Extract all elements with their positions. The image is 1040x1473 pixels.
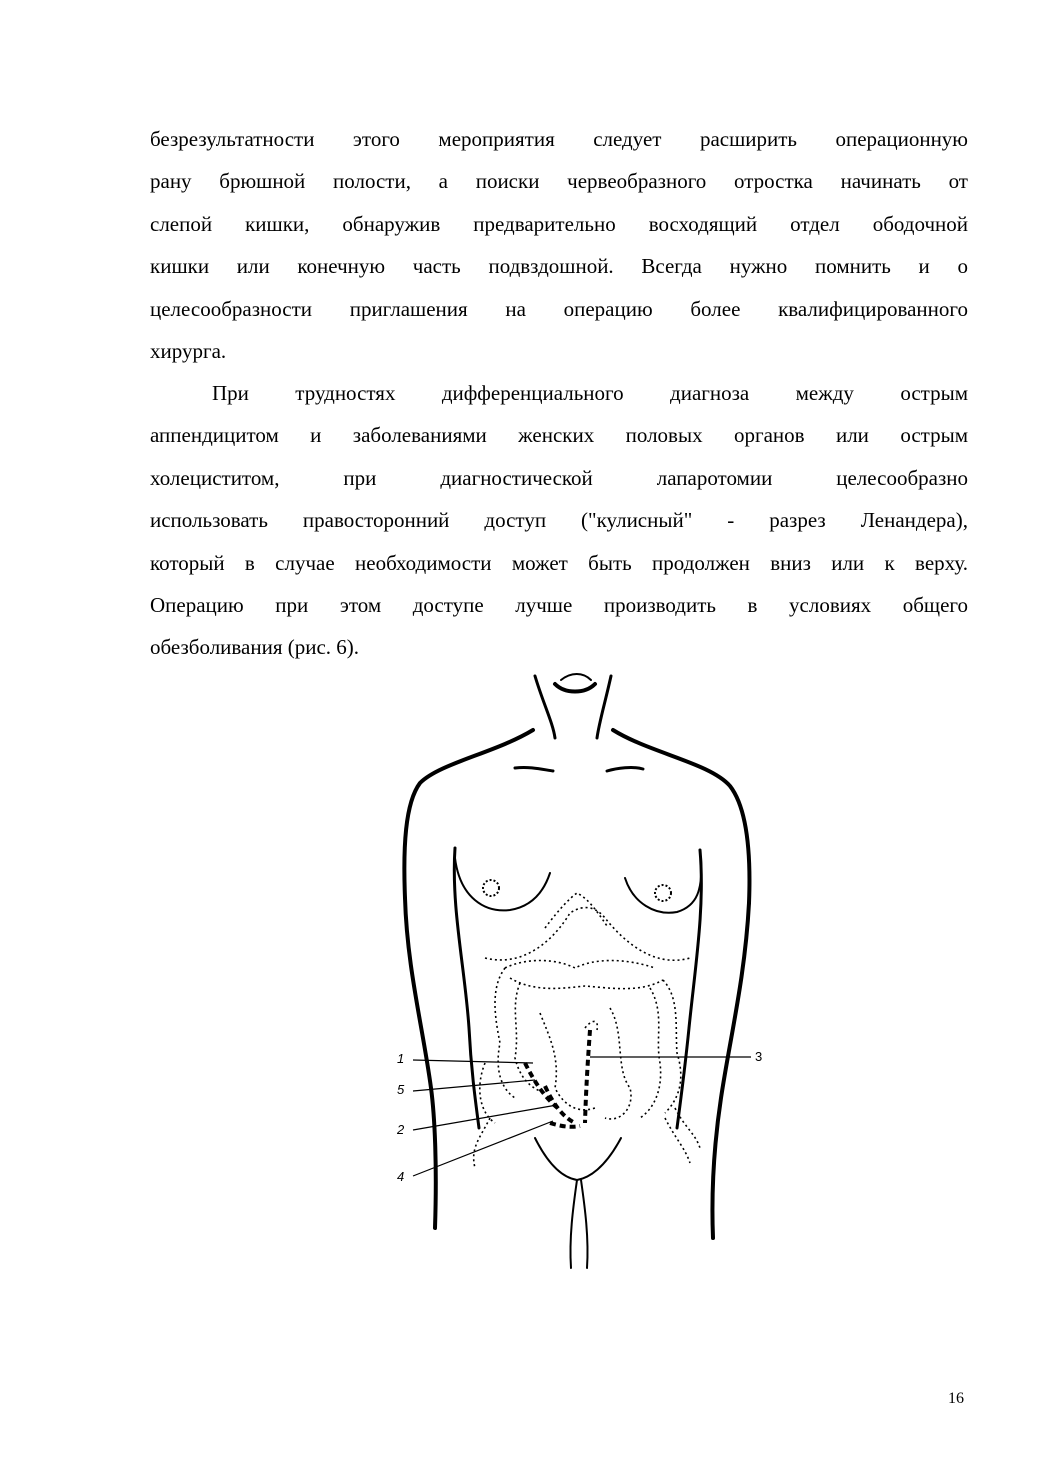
text-line: слепой кишки, обнаружив предварительно восходящий отдел ободочной: [150, 211, 968, 236]
text-line: использовать правосторонний доступ ("кулисный" - разрез Ленандера),: [150, 508, 968, 533]
page-number: 16: [948, 1390, 964, 1407]
paragraph-1: [150, 118, 968, 372]
text-line: Операцию при этом доступе лучше производить в условиях общего: [150, 593, 968, 618]
text-line: который в случае необходимости может быть продолжен вниз или к верху.: [150, 550, 968, 575]
text-line: безрезультатности этого мероприятия следует расширить операционную: [150, 127, 968, 151]
figure-label-5: 5: [397, 1082, 405, 1097]
paragraph-2: [150, 372, 968, 669]
text-line: рану брюшной полости, а поиски червеобразного отростка начинать от: [150, 169, 968, 194]
text-line: холециститом, при диагностической лапаротомии целесообразно: [150, 465, 968, 490]
anatomical-figure: [385, 668, 785, 1283]
figure-label-3: 3: [755, 1049, 763, 1064]
text-line: При трудностях дифференциального диагноза между острым: [212, 381, 968, 405]
figure-label-1: 1: [397, 1051, 405, 1066]
text-line: хирурга.: [150, 339, 227, 364]
figure-label-2: 2: [397, 1122, 405, 1137]
torso-illustration: [385, 668, 785, 1283]
text-line: аппендицитом и заболеваниями женских половых органов или острым: [150, 423, 968, 448]
text-line: целесообразности приглашения на операцию более квалифицированного: [150, 296, 968, 321]
text-line: обезболивания (рис. 6).: [150, 635, 360, 660]
text-line: кишки или конечную часть подвздошной. Всегда нужно помнить и о: [150, 254, 968, 279]
figure-label-4: 4: [397, 1169, 405, 1184]
